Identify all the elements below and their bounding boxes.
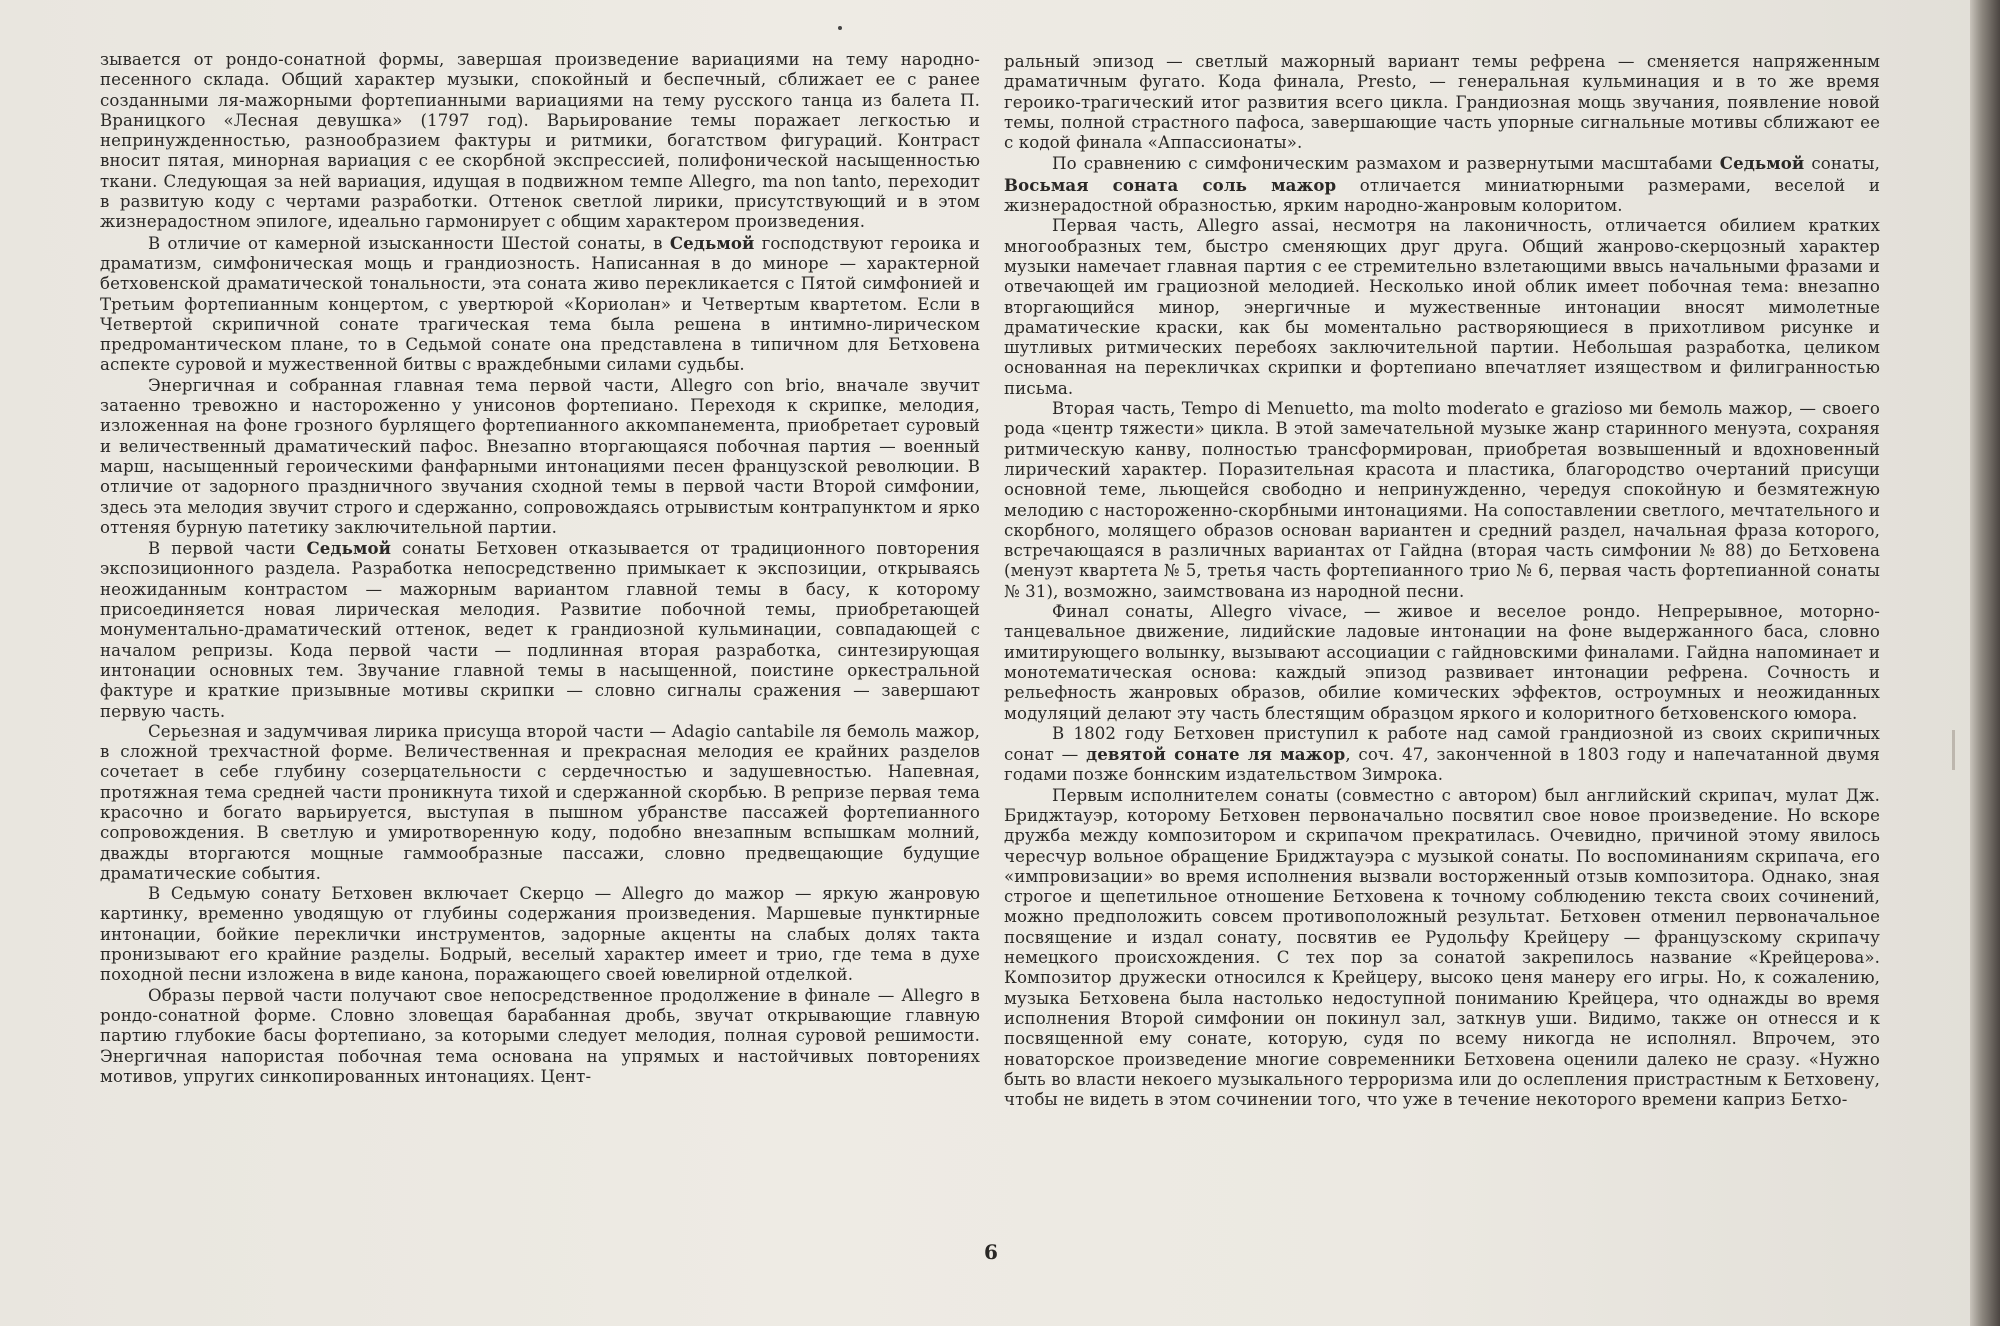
paragraph: ральный эпизод — светлый мажорный вариант темы рефрена — сменяется напряженным драматичным фугато. Кода финала, Presto, — генеральная кульминация и в то же время героико-трагический итог развития всего цикла. Грандиозная мощь звучания, появление новой темы, полной страстного пафоса, завершающие часть упорные сигнальные мотивы сближают ее с кодой финала «Аппассионаты».: [1004, 52, 1880, 153]
paragraph: Вторая часть, Tempo di Menuetto, ma molto moderato e grazioso ми бемоль мажор, — своего рода «центр тяжести» цикла. В этой замечательной музыке жанр старинного менуэта, сохраняя ритмическую канву, полностью трансформирован, приобретая возвышенный и вдохновенный лирический характер. Поразительная красота и пластика, благородство очертаний присущи основной теме, льющейся свободно и непринужденно, чередуя спокойную и безмятежную мелодию с настороженно-скорбными интонациями. На сопоставлении светлого, мечтательного и скорбного, молящего образов основан вариантен и средний раздел, начальная фраза которого, встречающаяся в различных вариантах от Гайдна (вторая часть симфонии № 88) до Бетховена (менуэт квартета № 5, третья часть фортепианного трио № 6, первая часть фортепианной сонаты № 31), возможно, заимствована из народной песни.: [1004, 399, 1880, 601]
print-speck: [838, 26, 842, 30]
paper-mark: [1952, 730, 1955, 770]
paragraph: В 1802 году Бетховен приступил к работе над самой грандиозной из своих скрипичных сонат — девятой сонате ля мажор, соч. 47, законченной в 1803 году и напечатанной двумя годами позже боннским издательством Зимрока.: [1004, 723, 1880, 785]
paragraph: В Седьмую сонату Бетховен включает Скерцо — Allegro до мажор — яркую жанровую картинку, временно уводящую от глубины содержания произведения. Маршевые пунктирные интонации, бойкие переклички инструментов, задорные акценты на слабых долях такта пронизывают его крайние разделы. Бодрый, веселый характер имеет и трио, где тема в духе походной песни изложена в виде канона, поражающего своей ювелирной отделкой.: [100, 884, 980, 985]
paragraph: В отличие от камерной изысканности Шестой сонаты, в Седьмой господствуют героика и драматизм, симфоническая мощь и грандиозность. Написанная в до миноре — характерной бетховенской драматической тональности, эта соната живо перекликается с Пятой симфонией и Третьим фортепианным концертом, с увертюрой «Кориолан» и Четвертым квартетом. Если в Четвертой скрипичной сонате трагическая тема была решена в интимно-лирическом предромантическом плане, то в Седьмой сонате она представлена в типичном для Бетховена аспекте суровой и мужественной битвы с враждебными силами судьбы.: [100, 232, 980, 375]
paragraph: В первой части Седьмой сонаты Бетховен отказывается от традиционного повторения экспозиционного раздела. Разработка непосредственно примыкает к экспозиции, открываясь неожиданным контрастом — мажорным вариантом главной темы в басу, к которому присоединяется новая лирическая мелодия. Развитие побочной темы, приобретающей монументально-драматический оттенок, ведет к грандиозной кульминации, совпадающей с началом репризы. Кода первой части — подлинная вторая разработка, синтезирующая интонации основных тем. Звучание главной темы в насыщенной, поистине оркестральной фактуре и краткие призывные мотивы скрипки — словно сигналы сражения — завершают первую часть.: [100, 538, 980, 721]
paragraph: Первым исполнителем сонаты (совместно с автором) был английский скрипач, мулат Дж. Бриджтауэр, которому Бетховен первоначально посвятил свое новое произведение. Но вскоре дружба между композитором и скрипачом прекратилась. Очевидно, причиной этому явилось чересчур вольное обращение Бриджтауэра с музыкой сонаты. По воспоминаниям скрипача, его «импровизации» во время исполнения вызвали восторженный отзыв композитора. Однако, зная строгое и щепетильное отношение Бетховена к точному соблюдению текста своих сочинений, можно предположить совсем противоположный результат. Бетховен отменил первоначальное посвящение и издал сонату, посвятив ее Рудольфу Крейцеру — французскому скрипачу немецкого происхождения. С тех пор за сонатой закрепилось название «Крейцерова». Композитор дружески относился к Крейцеру, высоко ценя манеру его игры. Но, к сожалению, музыка Бетховена была настолько недоступной пониманию Крейцера, что однажды во время исполнения Второй симфонии он покинул зал, заткнув уши. Видимо, также он отнесся и к посвященной ему сонате, которую, судя по всему никогда не исполнял. Впрочем, это новаторское произведение многие современники Бетховена оценили далеко не сразу. «Нужно быть во власти некоего музыкального терроризма или до ослепления пристрастным к Бетховену, чтобы не видеть в этом сочинении того, что уже в течение некоторого времени каприз Бетхо-: [1004, 785, 1880, 1110]
paragraph: зывается от рондо-сонатной формы, завершая произведение вариациями на тему народно-песенного склада. Общий характер музыки, спокойный и беспечный, сближает ее с ранее созданными ля-мажорными фортепианными вариациями на тему русского танца из балета П. Враницкого «Лесная девушка» (1797 год). Варьирование темы поражает легкостью и непринужденностью, разнообразием фактуры и ритмики, богатством фигураций. Контраст вносит пятая, минорная вариация с ее скорбной экспрессией, полифонической насыщенностью ткани. Следующая за ней вариация, идущая в подвижном темпе Allegro, ma non tanto, переходит в развитую коду с чертами разработки. Оттенок светлой лирики, присутствующий и в этом жизнерадостном эпилоге, идеально гармонирует с общим характером произведения.: [100, 50, 980, 232]
page-edge-shadow: [1970, 0, 2000, 1326]
paragraph: Первая часть, Allegro assai, несмотря на лаконичность, отличается обилием кратких многообразных тем, быстро сменяющих друг друга. Общий жанрово-скерцозный характер музыки намечает главная партия с ее стремительно взлетающими ввысь начальными фразами и отвечающей им грациозной мелодией. Несколько иной облик имеет побочная тема: внезапно вторгающийся минор, энергичные и мужественные интонации вносят мимолетные драматические краски, как бы моментально растворяющиеся в прихотливом рисунке и шутливых ритмических перебоях заключительной партии. Небольшая разработка, целиком основанная на перекличках скрипки и фортепиано впечатляет изяществом и филигранностью письма.: [1004, 216, 1880, 398]
left-column: [100, 50, 980, 1087]
paragraph: По сравнению с симфоническим размахом и развернутыми масштабами Седьмой сонаты, Восьмая соната соль мажор отличается миниатюрными размерами, веселой и жизнерадостной образностью, ярким народно-жанровым колоритом.: [1004, 153, 1880, 216]
right-column: [1004, 52, 1880, 1110]
paragraph: Образы первой части получают свое непосредственное продолжение в финале — Allegro в рондо-сонатной форме. Словно зловещая барабанная дробь, звучат открывающие главную партию глубокие басы фортепиано, за которыми следует мелодия, полная суровой решимости. Энергичная напористая побочная тема основана на упрямых и настойчивых повторениях мотивов, упругих синкопированных интонациях. Цент-: [100, 985, 980, 1086]
page-number: 6: [984, 1240, 998, 1264]
paragraph: Серьезная и задумчивая лирика присуща второй части — Adagio cantabile ля бемоль мажор, в сложной трехчастной форме. Величественная и прекрасная мелодия ее крайних разделов сочетает в себе глубину созерцательности с сердечностью и задушевностью. Напевная, протяжная тема средней части проникнута тихой и сдержанной скорбью. В репризе первая тема красочно и богато варьируется, выступая в пышном убранстве пассажей фортепианного сопровождения. В светлую и умиротворенную коду, подобно внезапным вспышкам молний, дважды вторгаются мощные гаммообразные пассажи, словно предвещающие будущие драматические события.: [100, 721, 980, 883]
paragraph: Энергичная и собранная главная тема первой части, Allegro con brio, вначале звучит затаенно тревожно и настороженно у унисонов фортепиано. Переходя к скрипке, мелодия, изложенная на фоне грозного бурлящего фортепианного аккомпанемента, приобретает суровый и величественный драматический пафос. Внезапно вторгающаяся побочная партия — военный марш, насыщенный героическими фанфарными интонациями песен французской революции. В отличие от задорного праздничного звучания сходной темы в первой части Второй симфонии, здесь эта мелодия звучит строго и сдержанно, сопровождаясь отрывистым контрапунктом и ярко оттеняя бурную патетику заключительной партии.: [100, 375, 980, 537]
paragraph: Финал сонаты, Allegro vivace, — живое и веселое рондо. Непрерывное, моторно-танцевальное движение, лидийские ладовые интонации на фоне выдержанного баса, словно имитирующего волынку, вызывают ассоциации с гайдновскими финалами. Гайдна напоминает и монотематическая основа: каждый эпизод развивает интонации рефрена. Сочность и рельефность жанровых образов, обилие комических эффектов, остроумных и неожиданных модуляций делают эту часть блестящим образцом яркого и колоритного бетховенского юмора.: [1004, 602, 1880, 723]
